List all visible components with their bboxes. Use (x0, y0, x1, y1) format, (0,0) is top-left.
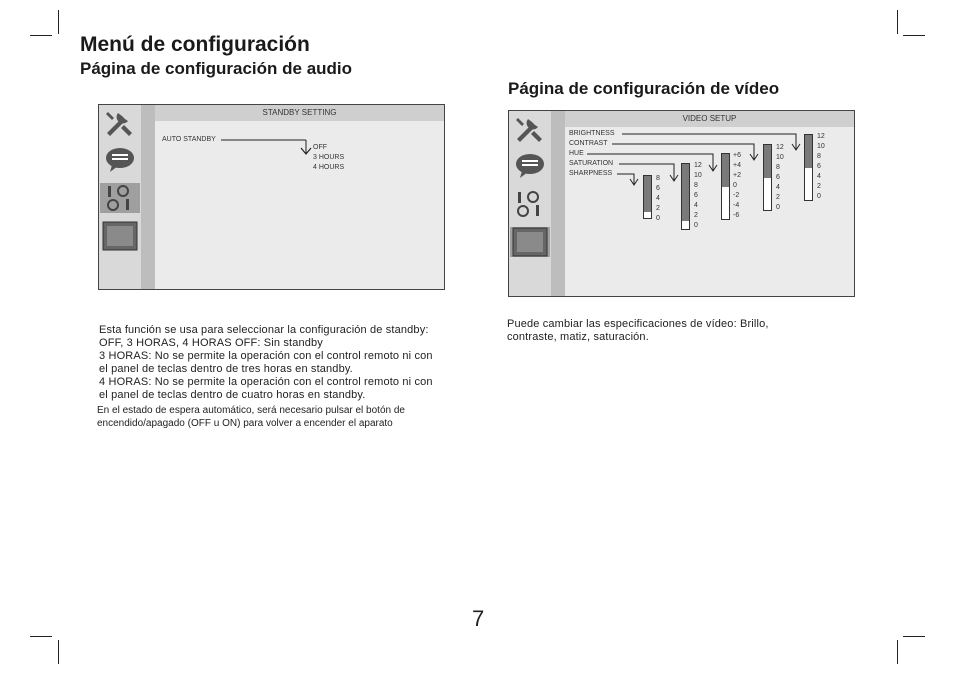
audio-section-heading: Página de configuración de audio (80, 59, 353, 78)
menu-title-bar (155, 105, 444, 121)
option-3-hours[interactable]: 3 HOURS (313, 154, 345, 161)
hue-scale (733, 151, 741, 221)
slider-fill (644, 176, 651, 212)
saturation-slider[interactable] (681, 163, 690, 230)
scale-label: 0 (656, 215, 660, 222)
scale-label: 10 (776, 154, 784, 161)
scale-label: 12 (776, 144, 784, 151)
video-description (507, 318, 769, 344)
menu-title: VIDEO SETUP (682, 114, 737, 123)
scale-label: 4 (694, 202, 698, 209)
scale-label: 8 (656, 175, 660, 182)
scale-label: 2 (776, 194, 780, 201)
saturation-scale (694, 161, 702, 231)
tab-audio[interactable] (100, 145, 140, 175)
page-title: Menú de configuración (80, 33, 310, 56)
scale-label: 0 (694, 222, 698, 229)
scale-label: 6 (817, 163, 821, 170)
audio-setup-screen (98, 104, 445, 290)
text-line: el panel de teclas dentro de tres horas en standby. (99, 363, 353, 375)
crop-mark (58, 10, 59, 34)
tools-icon (104, 109, 136, 137)
crop-mark (30, 35, 52, 36)
scale-label: -2 (733, 192, 740, 199)
connector-arrow (219, 135, 319, 157)
scale-label: 8 (694, 182, 698, 189)
item-sharpness[interactable]: SHARPNESS (569, 170, 613, 177)
hue-slider[interactable] (721, 153, 730, 220)
sharpness-scale (656, 174, 660, 224)
text-line: 4 HORAS: No se permite la operación con el control remoto ni con (99, 376, 433, 388)
scale-label: 8 (817, 153, 821, 160)
scale-label: 4 (817, 173, 821, 180)
brightness-scale (817, 132, 825, 202)
slider-fill (682, 164, 689, 221)
scale-label: 6 (694, 192, 698, 199)
menu-title: STANDBY SETTING (262, 108, 337, 117)
text-line: Esta función se usa para seleccionar la configuración de standby: (99, 324, 429, 336)
scale-label: 12 (694, 162, 702, 169)
item-brightness[interactable]: BRIGHTNESS (569, 130, 615, 137)
scale-label: 0 (733, 182, 737, 189)
slider-fill (764, 145, 771, 178)
scale-label: 0 (817, 193, 821, 200)
video-setup-screen (508, 110, 855, 297)
item-hue[interactable]: HUE (569, 150, 584, 157)
crop-mark (58, 640, 59, 664)
text-line: 3 HORAS: No se permite la operación con el control remoto ni con (99, 350, 433, 362)
item-saturation[interactable]: SATURATION (569, 160, 614, 167)
menu-strip-divider (141, 105, 155, 289)
sharpness-slider[interactable] (643, 175, 652, 219)
scale-label: 0 (776, 204, 780, 211)
scale-label: 4 (656, 195, 660, 202)
scale-label: 6 (776, 174, 780, 181)
contrast-slider[interactable] (763, 144, 772, 211)
text-line: encendido/apagado (OFF u ON) para volver a encender el aparato (97, 418, 393, 429)
monitor-icon (102, 221, 138, 251)
audio-note (97, 404, 405, 430)
scale-label: 10 (817, 143, 825, 150)
audio-description (99, 324, 433, 402)
option-4-hours[interactable]: 4 HOURS (313, 164, 345, 171)
scale-label: 2 (656, 205, 660, 212)
scale-label: +4 (733, 162, 741, 169)
text-line: contraste, matiz, saturación. (507, 331, 649, 343)
scale-label: 4 (776, 184, 780, 191)
slider-fill (805, 135, 812, 168)
brightness-slider[interactable] (804, 134, 813, 201)
scale-label: 10 (694, 172, 702, 179)
page-number: 7 (472, 606, 485, 631)
scale-label: 2 (694, 212, 698, 219)
option-off[interactable]: OFF (313, 144, 327, 151)
toggle-10-01-icon (104, 184, 136, 212)
slider-fill (722, 154, 729, 187)
tab-standby[interactable] (100, 183, 140, 213)
text-line: En el estado de espera automático, será necesario pulsar el botón de (97, 405, 405, 416)
scale-label: 6 (656, 185, 660, 192)
scale-label: +6 (733, 152, 741, 159)
text-line: OFF, 3 HORAS, 4 HORAS OFF: Sin standby (99, 337, 323, 349)
contrast-scale (776, 143, 784, 213)
auto-standby-item[interactable]: AUTO STANDBY (162, 136, 216, 143)
speech-bubble-icon (104, 146, 136, 174)
video-section-heading: Página de configuración de vídeo (508, 79, 780, 98)
crop-mark (897, 640, 898, 664)
scale-label: 2 (817, 183, 821, 190)
crop-mark (903, 636, 925, 637)
crop-mark (897, 10, 898, 34)
text-line: Puede cambiar las especificaciones de vídeo: Brillo, (507, 318, 769, 330)
tab-video[interactable] (100, 221, 140, 251)
crop-mark (903, 35, 925, 36)
scale-label: +2 (733, 172, 741, 179)
scale-label: 12 (817, 133, 825, 140)
item-contrast[interactable]: CONTRAST (569, 140, 608, 147)
tab-general[interactable] (100, 108, 140, 138)
scale-label: -6 (733, 212, 740, 219)
crop-mark (30, 636, 52, 637)
scale-label: 8 (776, 164, 780, 171)
scale-label: -4 (733, 202, 740, 209)
text-line: el panel de teclas dentro de cuatro horas en standby. (99, 389, 366, 401)
